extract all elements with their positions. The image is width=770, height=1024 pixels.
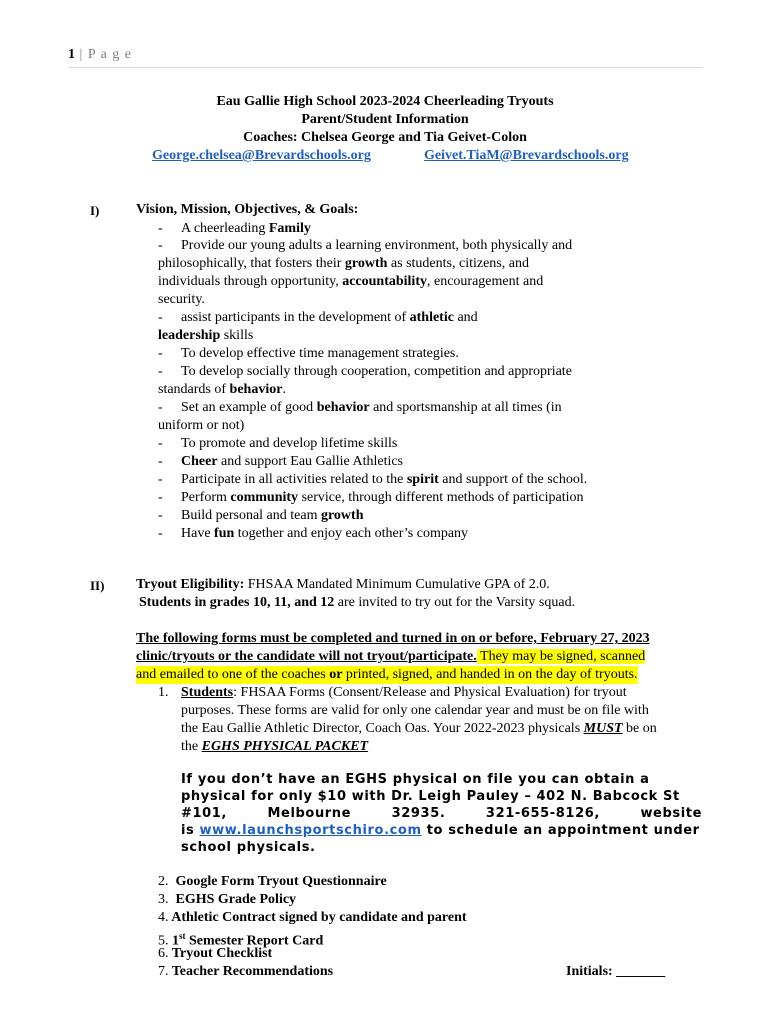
form-item-number: 2. (158, 874, 169, 889)
goal-text-pre: Provide our young adults a learning environment, both physically and (181, 238, 573, 253)
forms-deadline-line1: The following forms must be completed and turned in on or before, February 27, 2023 (136, 631, 650, 646)
eligibility-gpa: FHSAA Mandated Minimum Cumulative GPA of 2.0. (244, 577, 550, 592)
forms-sign-note: They may be signed, scanned (476, 649, 646, 664)
goal-bullet: - (158, 490, 163, 505)
physical-packet: EGHS PHYSICAL PACKET (201, 739, 369, 754)
goal-text-pre: Build personal and team (181, 508, 321, 523)
goal-text-bold: leadership (158, 328, 221, 343)
goal-text-pre: To develop effective time management strategies. (181, 346, 459, 361)
goal-text-bold: growth (344, 256, 388, 271)
goal-text-bold: growth (320, 508, 364, 523)
form-item (158, 945, 272, 963)
goal-item (158, 255, 529, 273)
grades-rest: are invited to try out for the Varsity squad. (334, 595, 576, 610)
note-suite: #101, (181, 806, 227, 821)
goal-item (158, 237, 572, 255)
goal-text-pre: To promote and develop lifetime skills (181, 436, 398, 451)
form-item-text: EGHS Grade Policy (168, 892, 297, 907)
goal-item (158, 327, 253, 345)
form-item-number: 4. (158, 910, 169, 925)
goal-text-bold: accountability (342, 274, 427, 289)
initials-field: Initials: _______ (566, 964, 666, 979)
goal-item (158, 453, 403, 471)
goal-text-pre: uniform or not) (158, 418, 245, 433)
goal-item (158, 525, 468, 543)
form-item (158, 963, 333, 981)
item1-line4-pre: the (181, 739, 202, 754)
goal-bullet: - (158, 364, 163, 379)
forms-deadline-line2 (136, 648, 645, 666)
item1-line4 (181, 738, 368, 756)
goal-text-bold: community (230, 490, 299, 505)
form-item-text2: Semester Report Card (185, 933, 324, 949)
goal-item (158, 417, 244, 435)
goal-item (158, 435, 397, 453)
eligibility-line (136, 576, 550, 594)
page-separator: | (75, 47, 88, 62)
note-line2: physical for only $10 with Dr. Leigh Pauley – 402 N. Babcock St (181, 789, 680, 804)
eligibility-heading: Tryout Eligibility: (136, 577, 245, 592)
goal-text-post: . (282, 382, 286, 397)
goal-text-bold: Cheer (181, 454, 218, 469)
form-item-number: 5. (158, 933, 169, 949)
document-subtitle: Parent/Student Information (301, 112, 469, 127)
goal-item (158, 381, 286, 399)
goal-item (158, 345, 459, 363)
note-phone: 321-655-8126, (485, 806, 600, 821)
item1-label: Students (181, 685, 234, 700)
page-number: 1 (68, 47, 75, 62)
note-city: Melbourne (267, 806, 352, 821)
form-item-text: Teacher Recommendations (168, 964, 334, 979)
note-line4-post: to schedule an appointment under (421, 823, 700, 838)
goal-text-post: service, through different methods of participation (298, 490, 584, 505)
forms-line3-post: printed, signed, and handed in on the day of tryouts. (342, 667, 638, 682)
goal-text-post: together and enjoy each other’s company (234, 526, 469, 541)
goal-item (158, 273, 543, 291)
page-header (68, 47, 132, 63)
form-item-number: 7. (158, 964, 169, 979)
note-line5: school physicals. (181, 840, 316, 855)
goal-item (158, 507, 364, 525)
document-title: Eau Gallie High School 2023-2024 Cheerleading Tryouts (216, 94, 554, 109)
email-link-geivet[interactable]: Geivet.TiaM@Brevardschools.org (424, 148, 629, 163)
form-item-text: Tryout Checklist (168, 946, 273, 961)
goal-text-post: and sportsmanship at all times (in (369, 400, 562, 415)
goal-item (158, 471, 587, 489)
section-heading-1: Vision, Mission, Objectives, & Goals: (136, 202, 359, 217)
goal-bullet: - (158, 310, 163, 325)
goal-text-post: and support of the school. (438, 472, 588, 487)
goal-text-bold: spirit (406, 472, 439, 487)
goal-item (158, 363, 572, 381)
item1-line1 (181, 684, 702, 702)
goal-text-bold: athletic (409, 310, 454, 325)
note-website-label: website (640, 806, 702, 821)
goal-text-post: as students, citizens, and (387, 256, 529, 271)
goal-text-pre: standards of (158, 382, 230, 397)
note-zip: 32935. (391, 806, 446, 821)
form-item-text: Athletic Contract signed by candidate and parent (168, 910, 467, 925)
goal-item (158, 399, 562, 417)
goal-text-post: and (453, 310, 478, 325)
form-item (158, 909, 467, 927)
item1-number: 1. (158, 685, 169, 700)
goal-text-bold: behavior (316, 400, 370, 415)
goal-text-bold: fun (214, 526, 235, 541)
forms-deadline-line3 (136, 666, 638, 684)
goal-text-pre: Perform (181, 490, 231, 505)
section-numeral-2: II) (90, 578, 105, 593)
item1-text1: : FHSAA Forms (Consent/Release and Physical Evaluation) for tryout (233, 685, 627, 700)
grades-bold: Students in grades 10, 11, and 12 (139, 595, 335, 610)
goal-bullet: - (158, 346, 163, 361)
goal-bullet: - (158, 238, 163, 253)
goal-bullet: - (158, 436, 163, 451)
goal-text-post: skills (220, 328, 254, 343)
form-item (158, 891, 296, 909)
goal-bullet: - (158, 221, 163, 236)
form-item-text: 1 (168, 933, 179, 949)
item1-line3-pre: the Eau Gallie Athletic Director, Coach Oas. Your 2022-2023 physicals (181, 721, 584, 736)
goal-text-pre: philosophically, that fosters their (158, 256, 345, 271)
grades-line (139, 594, 575, 612)
goal-text-pre: Set an example of good (181, 400, 317, 415)
goal-text-bold: Family (268, 221, 311, 236)
item1-line3 (181, 720, 657, 738)
page-label: P a g e (87, 47, 133, 62)
goal-text-pre: security. (158, 292, 205, 307)
goal-bullet: - (158, 526, 163, 541)
item1-line2: purposes. These forms are valid for only one calendar year and must be on file with (181, 703, 649, 718)
goal-text-pre: Have (181, 526, 215, 541)
goal-text-bold: behavior (229, 382, 283, 397)
goal-item (158, 309, 478, 327)
goal-bullet: - (158, 400, 163, 415)
goal-text-pre: individuals through opportunity, (158, 274, 343, 289)
goal-text-pre: assist participants in the development of (181, 310, 410, 325)
note-line4-pre: is (181, 823, 200, 838)
note-line1: If you don’t have an EGHS physical on file you can obtain a (181, 772, 650, 787)
forms-line3-or: or (329, 667, 343, 682)
note-line3 (181, 806, 702, 821)
forms-deadline-warning: clinic/tryouts or the candidate will not tryout/participate. (136, 649, 477, 664)
goal-text-pre: A cheerleading (181, 221, 269, 236)
form-item (158, 873, 387, 891)
goal-item (158, 489, 584, 507)
goal-bullet: - (158, 508, 163, 523)
website-link[interactable]: www.launchsportschiro.com (199, 823, 422, 838)
goal-text-pre: Participate in all activities related to the (181, 472, 407, 487)
goal-bullet: - (158, 472, 163, 487)
goal-text-post: and support Eau Gallie Athletics (217, 454, 404, 469)
item1-must: MUST (583, 721, 623, 736)
form-item-text: Google Form Tryout Questionnaire (168, 874, 387, 889)
form-item-number: 6. (158, 946, 169, 961)
email-link-george[interactable]: George.chelsea@Brevardschools.org (152, 148, 371, 163)
form-item-sup: st (179, 931, 186, 941)
goal-bullet: - (158, 454, 163, 469)
section-numeral-1: I) (90, 203, 100, 218)
item1-line3-post: be on (622, 721, 657, 736)
header-rule (68, 67, 702, 68)
goal-text-pre: To develop socially through cooperation, competition and appropriate (181, 364, 572, 379)
goal-item (158, 220, 311, 238)
goal-item (158, 291, 205, 309)
coaches-line: Coaches: Chelsea George and Tia Geivet-Colon (243, 130, 527, 145)
note-line4 (181, 823, 700, 838)
form-item-number: 3. (158, 892, 169, 907)
forms-line3-pre: and emailed to one of the coaches (136, 667, 330, 682)
goal-text-post: , encouragement and (426, 274, 544, 289)
